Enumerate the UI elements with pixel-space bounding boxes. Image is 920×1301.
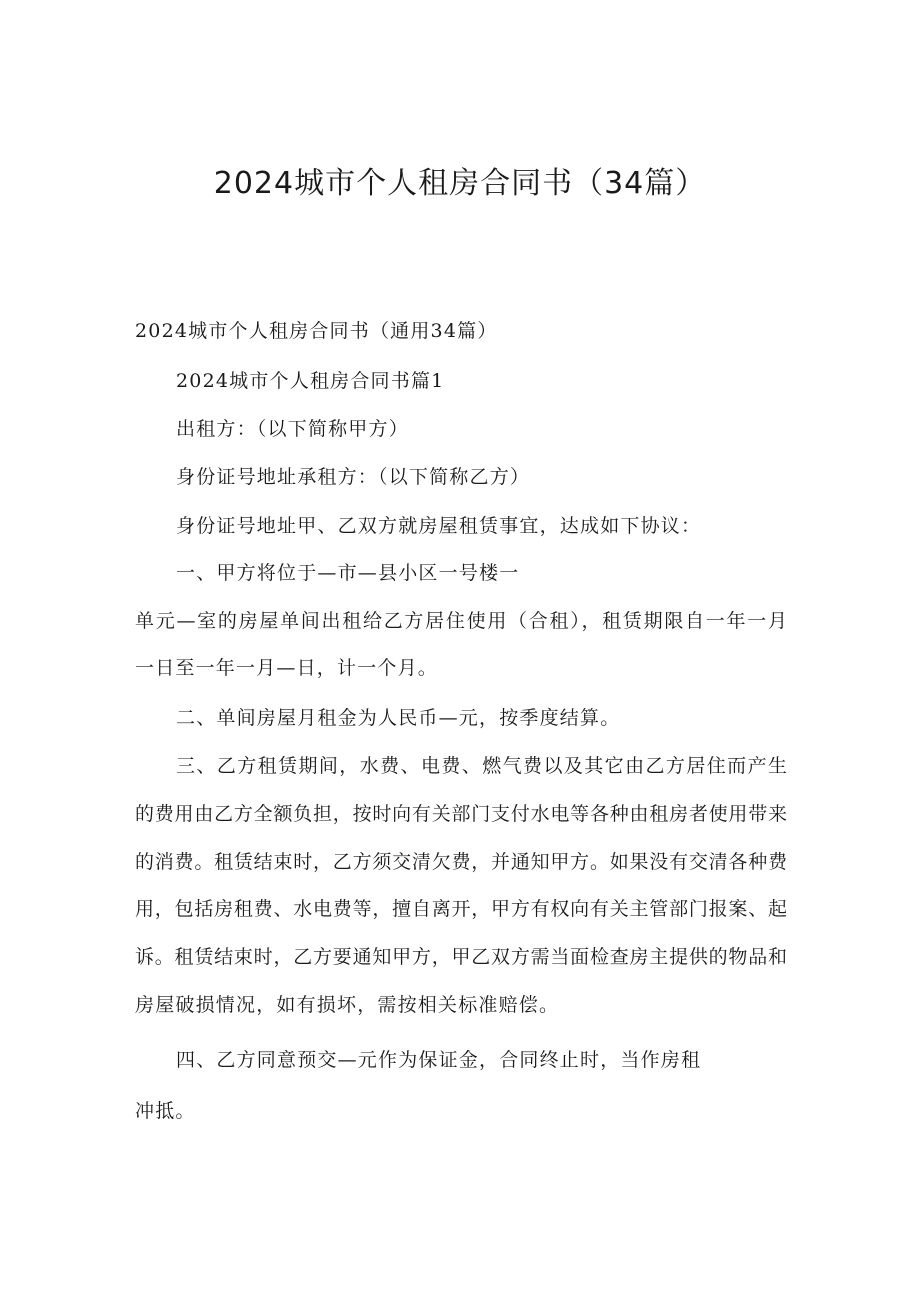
document-subtitle: 2024城市个人租房合同书（通用34篇） [135,320,498,342]
document-title: 2024城市个人租房合同书（34篇） [213,166,707,201]
clause-1-line-2: 单元—室的房屋单间出租给乙方居住使用（合租），租赁期限自一年一月 [135,610,787,632]
clause-1-line-1: 一、甲方将位于—市—县小区一号楼一 [176,562,520,584]
clause-4-line-1: 四、乙方同意预交—元作为保证金，合同终止时，当作房租 [176,1049,702,1071]
clause-3-line-3: 的消费。租赁结束时，乙方须交清欠费，并通知甲方。如果没有交清各种费 [135,851,787,873]
clause-3-line-5: 诉。租赁结束时，乙方要通知甲方，甲乙双方需当面检查房主提供的物品和 [135,946,787,968]
clause-4-line-2: 冲抵。 [135,1100,196,1122]
lessee-line: 身份证号地址承租方：（以下简称乙方） [176,466,531,488]
lessor-line: 出租方：（以下简称甲方） [176,418,409,440]
clause-3-line-4: 用，包括房租费、水电费等，擅自离开，甲方有权向有关主管部门报案、起 [135,898,787,920]
clause-3-line-6: 房屋破损情况，如有损坏，需按相关标准赔偿。 [135,994,560,1016]
clause-3-line-2: 的费用由乙方全额负担，按时向有关部门支付水电等各种由租房者使用带来 [135,803,787,825]
clause-2-line: 二、单间房屋月租金为人民币—元，按季度结算。 [176,707,621,729]
agreement-intro-line: 身份证号地址甲、乙双方就房屋租赁事宜，达成如下协议： [176,515,702,537]
section-heading: 2024城市个人租房合同书篇1 [176,370,445,392]
clause-3-line-1: 三、乙方租赁期间，水费、电费、燃气费以及其它由乙方居住而产生 [176,755,787,777]
clause-1-line-3: 一日至一年一月—日，计一个月。 [135,657,439,679]
